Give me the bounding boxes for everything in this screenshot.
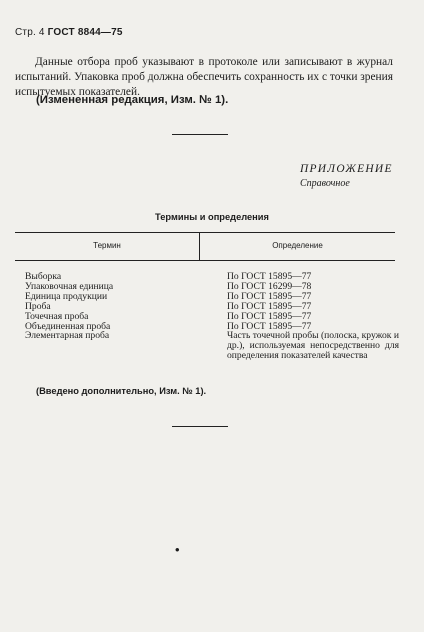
standard-id: ГОСТ 8844—75 — [47, 27, 123, 38]
term-cell: Упаковочная единица — [25, 280, 114, 292]
definition-cell: По ГОСТ 15895—77 — [227, 310, 312, 322]
amendment-note-2: (Введено дополнительно, Изм. № 1). — [36, 386, 207, 396]
definition-cell: По ГОСТ 15895—77 — [227, 290, 312, 302]
term-cell: Единица продукции — [25, 290, 108, 302]
definition-cell: По ГОСТ 15895—77 — [227, 320, 312, 332]
amendment-note: (Измененная редакция, Изм. № 1). — [36, 94, 229, 106]
column-header-term: Термин — [93, 241, 121, 250]
appendix-title: ПРИЛОЖЕНИЕ — [300, 163, 393, 175]
divider — [172, 134, 228, 135]
table-top-rule — [15, 232, 395, 233]
page-header — [15, 27, 123, 38]
column-header-definition: Определение — [272, 241, 323, 250]
definition-cell: По ГОСТ 15895—77 — [227, 300, 312, 312]
page-number: Стр. 4 — [15, 27, 45, 38]
definition-cell: Часть точечной пробы (полоска, кружок и др.), используемая непосредственно для определения показателей качества — [227, 330, 399, 362]
definitions-column — [227, 272, 399, 361]
term-cell: Точечная проба — [25, 310, 89, 322]
term-cell: Объединенная проба — [25, 320, 111, 332]
divider-bottom — [172, 426, 228, 427]
term-cell: Элементарная проба — [25, 330, 110, 342]
table-header-rule — [15, 260, 395, 261]
term-cell: Проба — [25, 300, 51, 312]
definition-cell: По ГОСТ 15895—77 — [227, 271, 312, 282]
appendix-subtitle: Справочное — [300, 178, 350, 189]
intro-paragraph-text: Данные отбора проб указывают в протоколе или записывают в журнал испытаний. Упаковка проб должна обеспечить сохранность их с точки зрения испытуемых показателей. — [15, 56, 393, 98]
definition-cell: По ГОСТ 16299—78 — [227, 280, 312, 292]
footer-mark: • — [175, 542, 180, 557]
term-cell: Выборка — [25, 271, 62, 282]
terms-column — [25, 272, 113, 341]
terms-table — [15, 232, 399, 372]
table-title: Термины и определения — [155, 212, 269, 222]
